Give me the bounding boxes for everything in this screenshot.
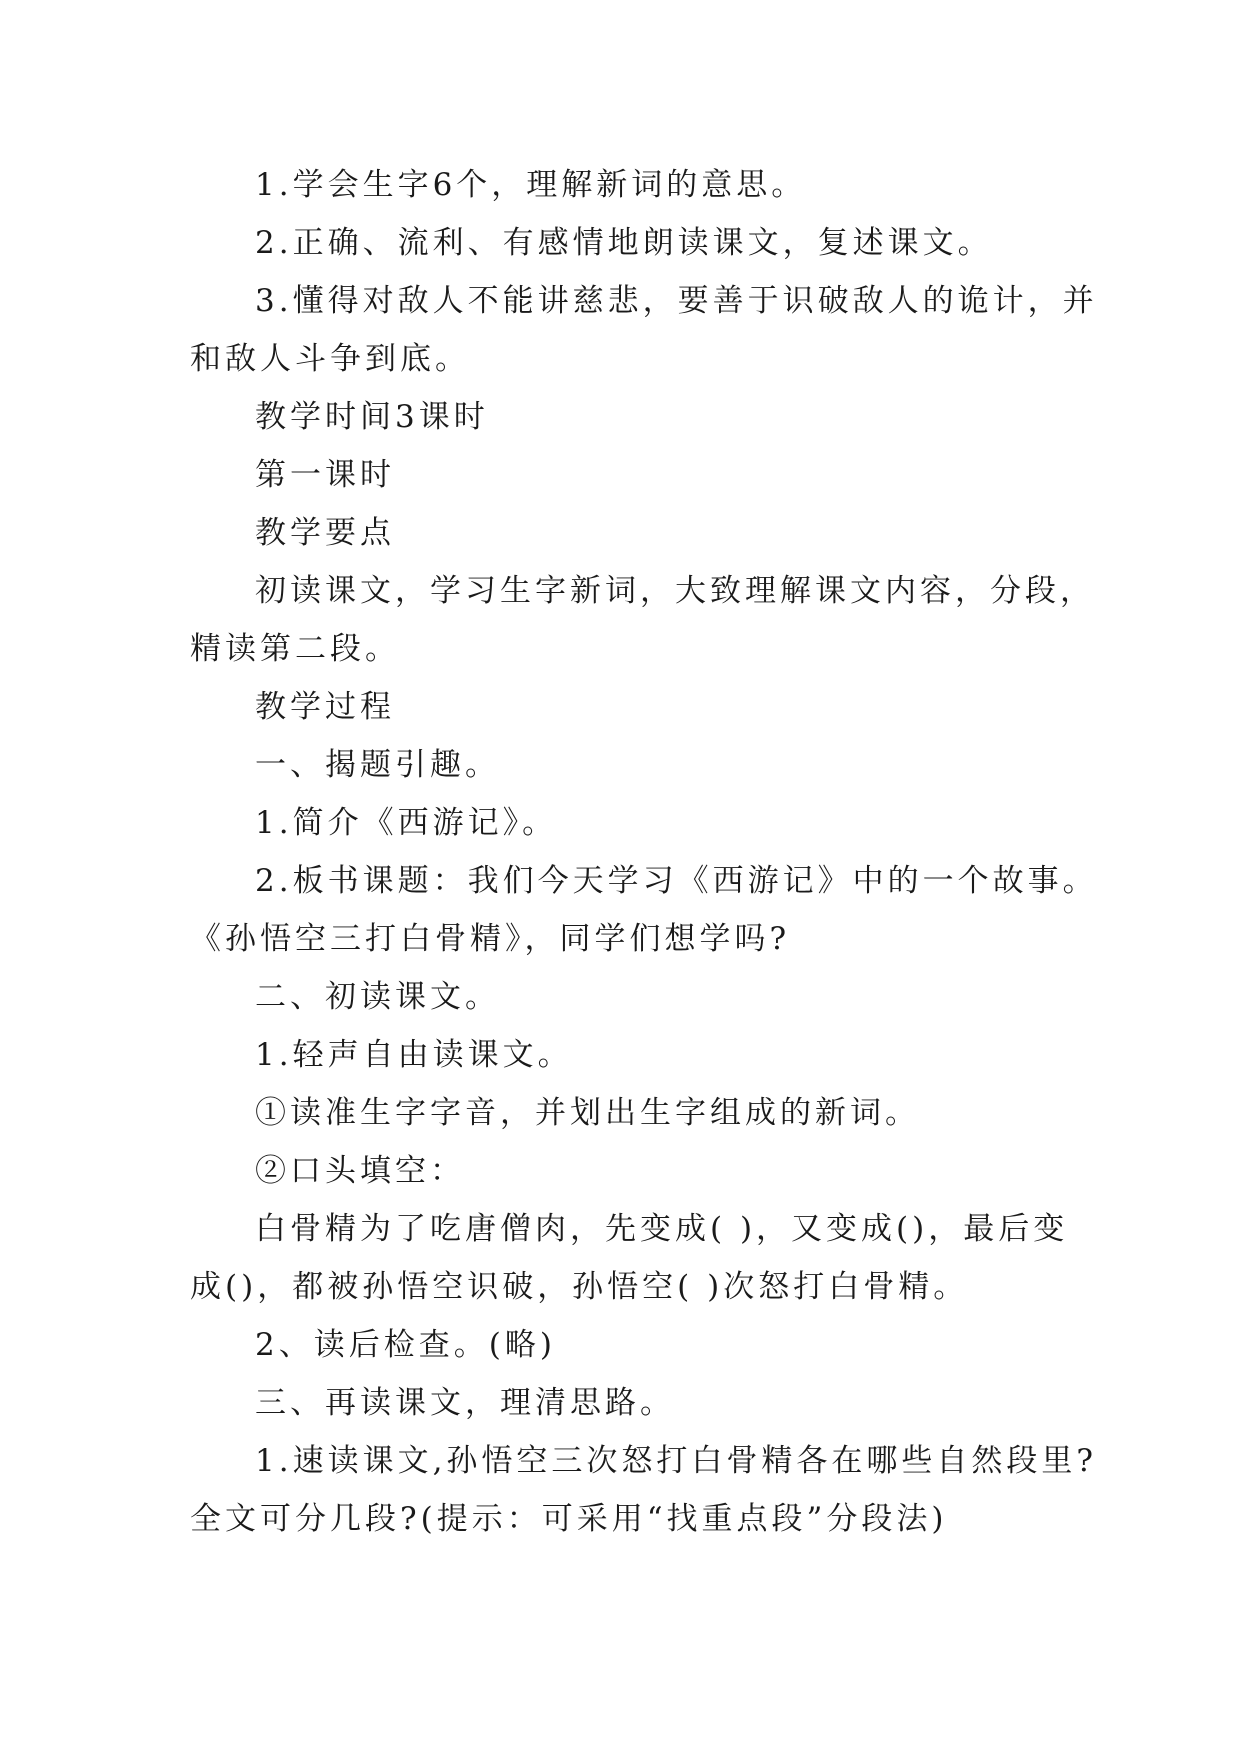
section-3-item-1-continued: 全文可分几段?(提示：可采用“找重点段”分段法) [190,1501,948,1537]
lesson-heading: 第一课时 [255,457,395,493]
teaching-time: 教学时间3课时 [255,399,489,435]
section-3-item-1: 1.速读课文,孙悟空三次怒打白骨精各在哪些自然段里? [255,1443,1098,1479]
section-1-heading: 一、揭题引趣。 [255,747,500,783]
section-2-subitem-1: ①读准生字字音，并划出生字组成的新词。 [255,1095,920,1131]
objective-3-continued: 和敌人斗争到底。 [190,341,470,377]
fill-in-blank-text-continued: 成()，都被孙悟空识破，孙悟空( )次怒打白骨精。 [190,1269,969,1305]
section-1-item-2: 2.板书课题：我们今天学习《西游记》中的一个故事。 [255,863,1098,899]
key-points-heading: 教学要点 [255,515,395,551]
section-3-heading: 三、再读课文，理清思路。 [255,1385,675,1421]
section-2-subitem-2: ②口头填空： [255,1153,465,1189]
key-points-text: 初读课文，学习生字新词，大致理解课文内容，分段， [255,573,1095,609]
objective-2: 2.正确、流利、有感情地朗读课文，复述课文。 [255,225,993,261]
objective-1: 1.学会生字6个，理解新词的意思。 [255,167,807,203]
key-points-text-continued: 精读第二段。 [190,631,400,667]
section-2-heading: 二、初读课文。 [255,979,500,1015]
section-2-item-1: 1.轻声自由读课文。 [255,1037,573,1073]
section-1-item-1: 1.简介《西游记》。 [255,805,558,841]
process-heading: 教学过程 [255,689,395,725]
objective-3: 3.懂得对敌人不能讲慈悲，要善于识破敌人的诡计，并 [255,283,1098,319]
fill-in-blank-text: 白骨精为了吃唐僧肉，先变成( )，又变成()，最后变 [255,1211,1069,1247]
section-1-item-2-continued: 《孙悟空三打白骨精》，同学们想学吗? [190,921,791,957]
section-2-item-2: 2、读后检查。(略) [255,1327,556,1363]
